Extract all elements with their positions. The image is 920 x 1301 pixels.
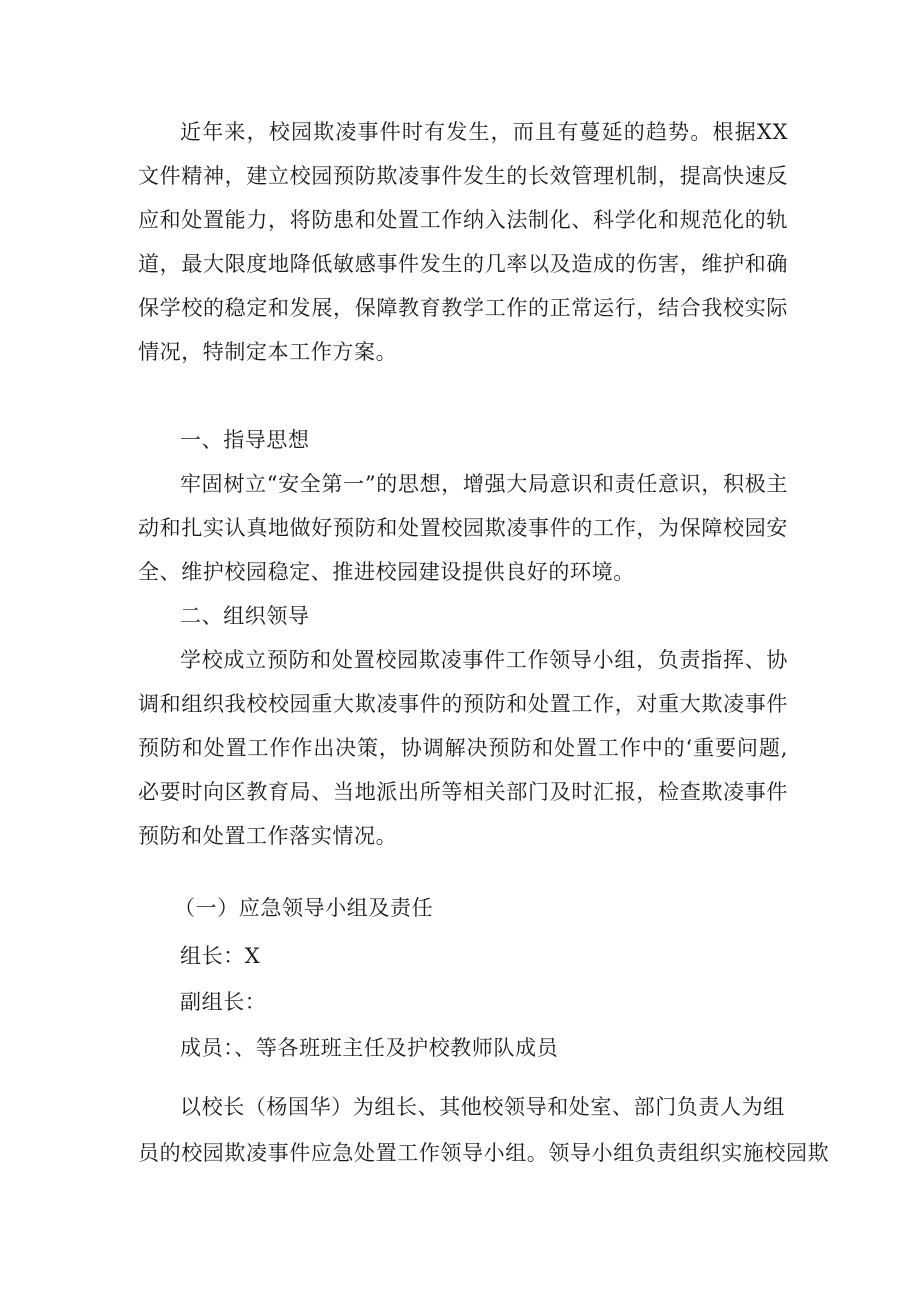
section-heading-organization: 二、组织领导 [180, 604, 310, 628]
intro-paragraph: 近年来，校园欺凌事件时有发生，而且有蔓延的趋势。根据XX文件精神，建立校园预防欺凌事件发生的长效管理机制，提高快速反应和处置能力，将防患和处置工作纳入法制化、科学化和规范化的轨道，最大限度地降低敏感事件发生的几率以及造成的伤害，维护和确保学校的稳定和发展，保障教育教学工作的正常运行，结合我校实际情况，特制定本工作方案。 [138, 120, 788, 364]
guiding-ideology-paragraph: 牢固树立“安全第一”的思想，增强大局意识和责任意识，积极主动和扎实认真地做好预防和处置校园欺凌事件的工作，为保障校园安全、维护校园稳定、推进校园建设提供良好的环境。 [138, 472, 788, 584]
subsection-heading-emergency-team: （一）应急领导小组及责任 [174, 896, 434, 920]
members-line: 成员：、等各班班主任及护校教师队成员 [180, 1036, 559, 1060]
section-heading-guiding-ideology: 一、指导思想 [180, 428, 310, 452]
organization-paragraph: 学校成立预防和处置校园欺凌事件工作领导小组，负责指挥、协调和组织我校校园重大欺凌事件的预防和处置工作，对重大欺凌事件预防和处置工作作出决策，协调解决预防和处置工作中的‘重要问题,必要时向区教育局、当地派出所等相关部门及时汇报，检查欺凌事件预防和处置工作落实情况。 [138, 648, 788, 848]
closing-paragraph-line-1: 以校长（杨国华）为组长、其他校领导和处室、部门负责人为组 [180, 1095, 785, 1119]
deputy-leader-line: 副组长： [180, 990, 267, 1014]
team-leader-line: 组长：X [180, 944, 261, 968]
closing-paragraph-line-2: 员的校园欺凌事件应急处置工作领导小组。领导小组负责组织实施校园欺 [138, 1141, 830, 1165]
